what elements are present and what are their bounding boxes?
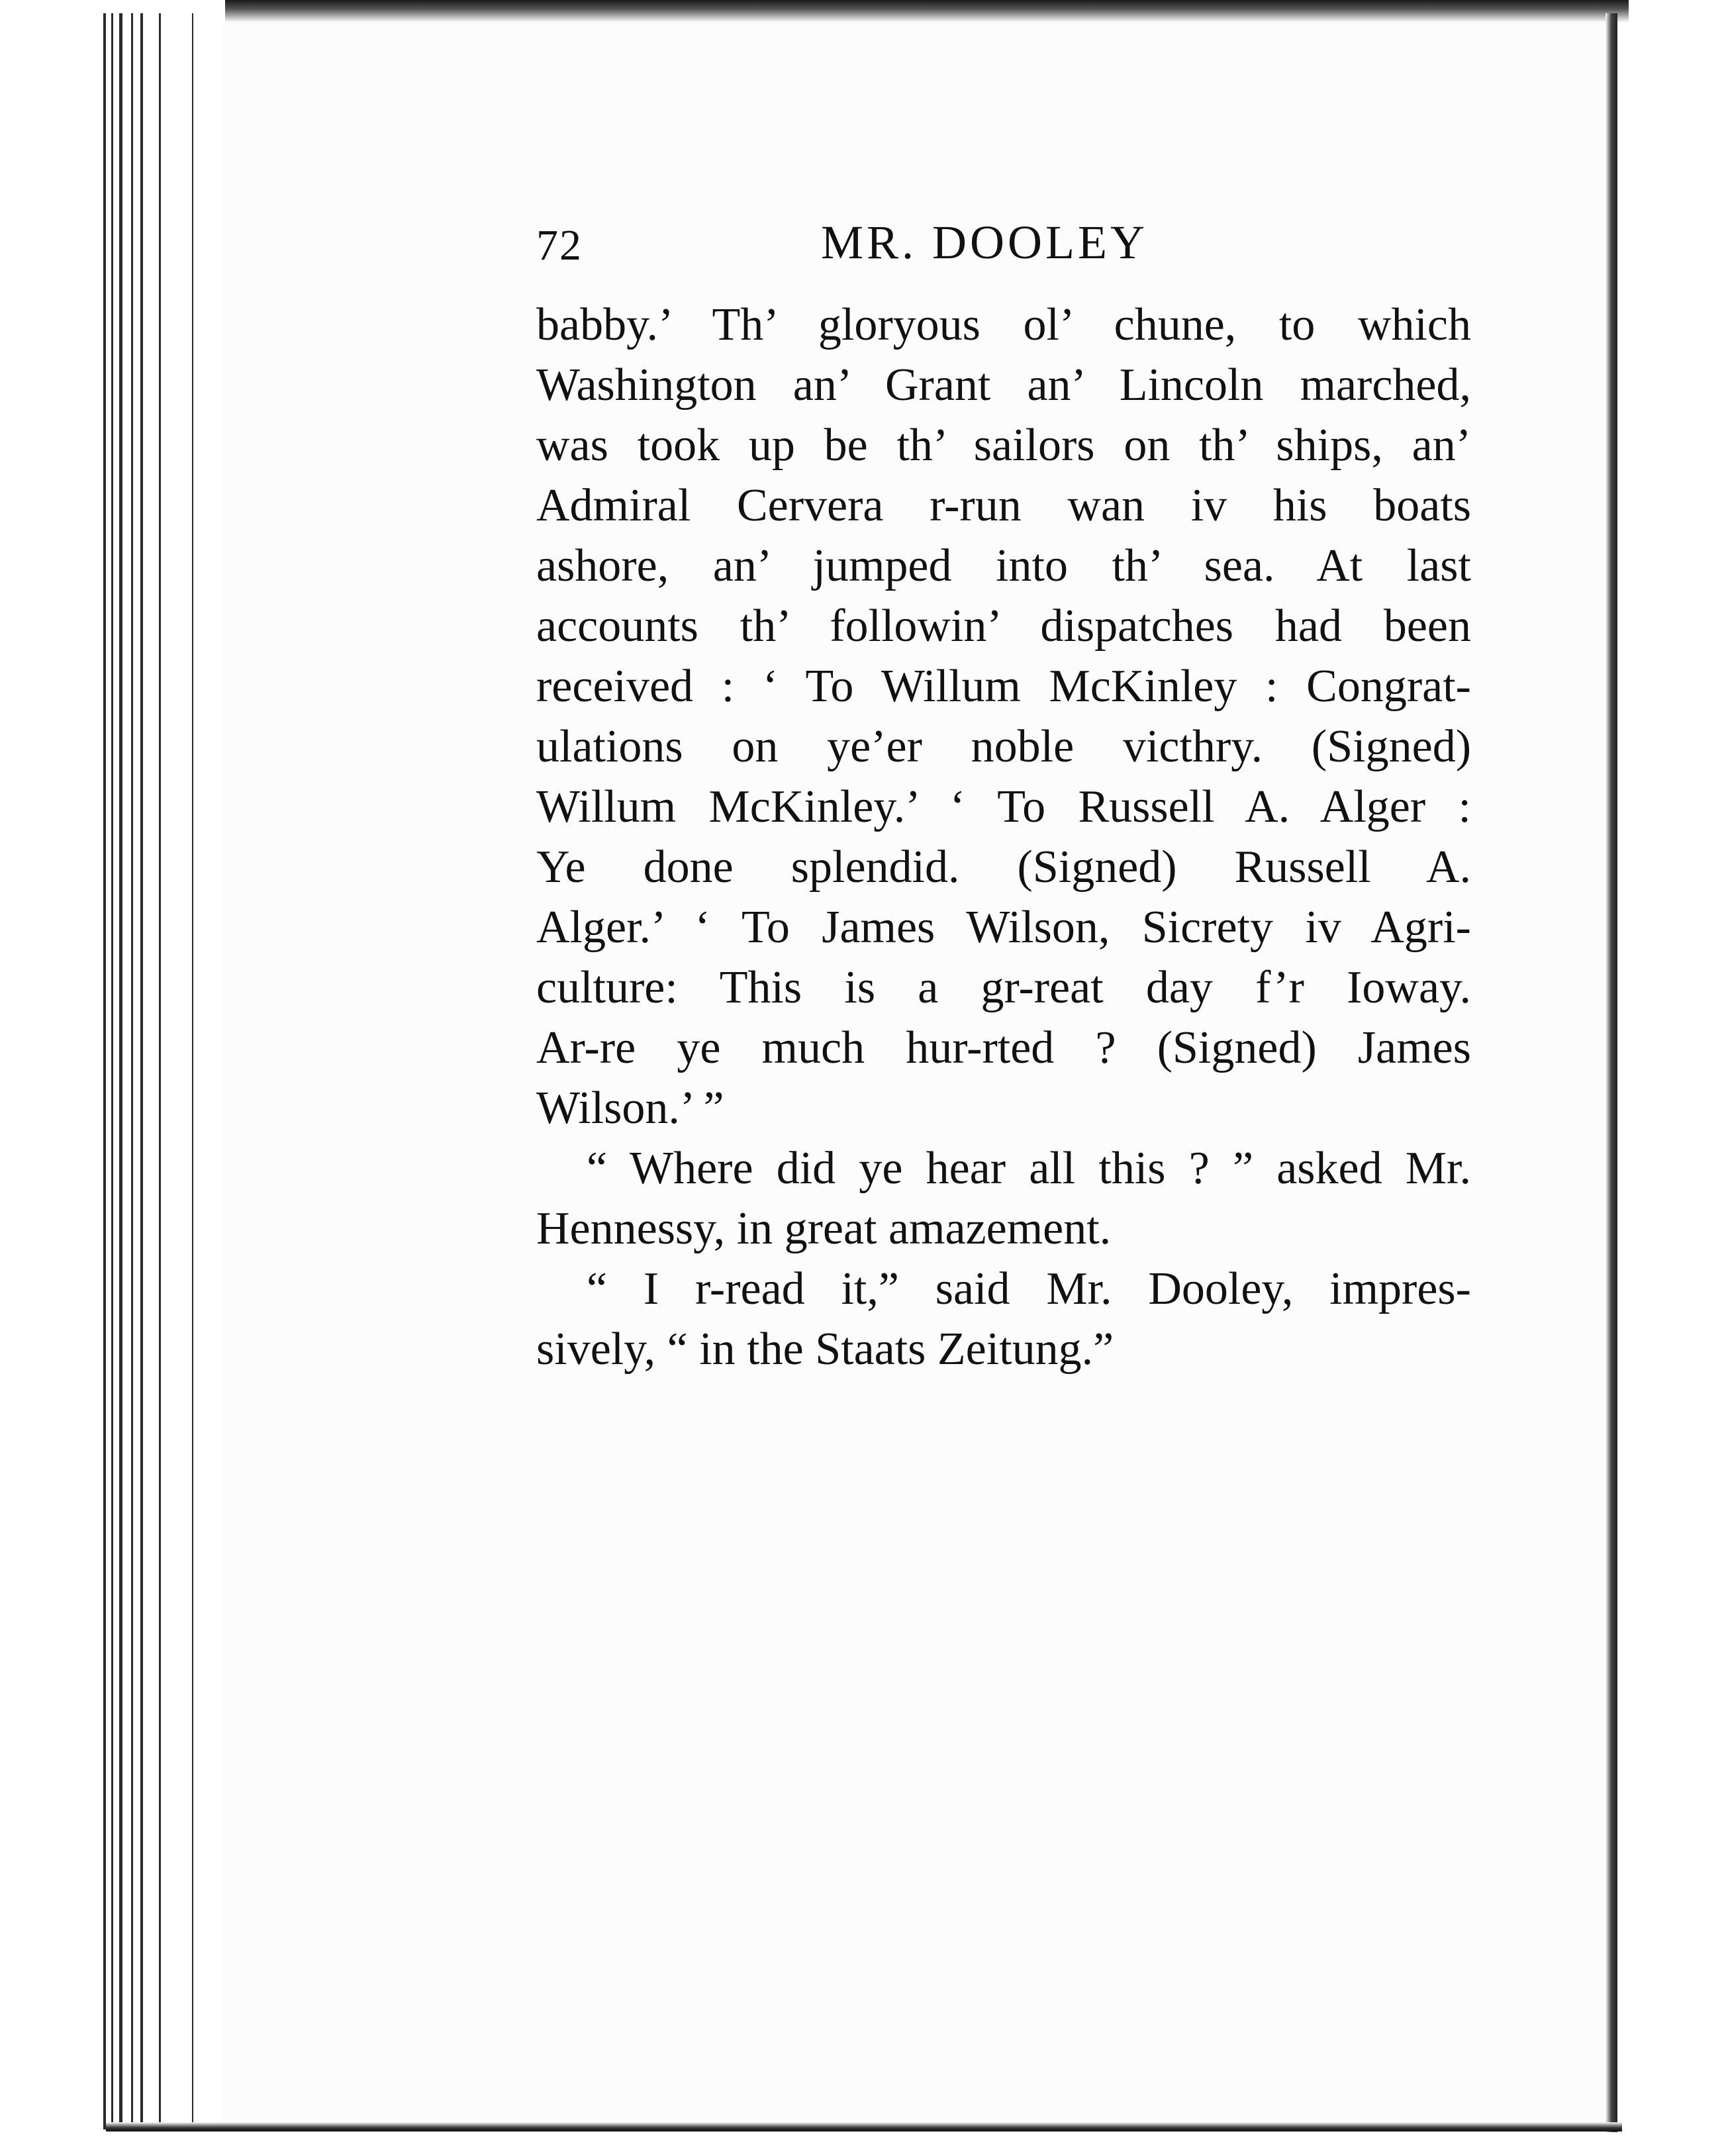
page-number: 72: [536, 221, 583, 270]
text-line: accounts th’ followin’ dispatches had been: [536, 601, 1471, 652]
page-stack-edge: [99, 0, 225, 2156]
page-edge-line: [111, 13, 113, 2130]
text-line: Admiral Cervera r-run wan iv his boats: [536, 480, 1471, 531]
page-edge-line: [140, 13, 143, 2130]
text-line: Washington an’ Grant an’ Lincoln marched,: [536, 360, 1471, 411]
text-line: ashore, an’ jumped into th’ sea. At last: [536, 540, 1471, 591]
book-bottom-edge: [106, 2122, 1622, 2132]
text-line: was took up be th’ sailors on th’ ships, an’: [536, 420, 1471, 471]
text-line: Ye done splendid. (Signed) Russell A.: [536, 842, 1471, 893]
text-line: sively, “ in the Staats Zeitung.”: [536, 1324, 1114, 1375]
page-edge-line: [119, 13, 122, 2130]
book-top-edge: [106, 0, 1629, 23]
text-line: ulations on ye’er noble victhry. (Signed): [536, 721, 1471, 772]
page-edge-line: [192, 13, 193, 2130]
right-margin: [1617, 40, 1724, 2156]
text-line: Ar-re ye much hur-rted ? (Signed) James: [536, 1022, 1471, 1073]
text-line: received : ‘ To Willum McKinley : Congrat-: [536, 661, 1471, 712]
body-text: [536, 295, 1471, 1379]
book-right-edge: [1605, 13, 1617, 2132]
text-line: Alger.’ ‘ To James Wilson, Sicrety iv Agri-: [536, 902, 1471, 953]
page-header: [536, 215, 1470, 275]
text-line: culture: This is a gr-reat day f’r Ioway.: [536, 962, 1471, 1013]
text-line: “ I r-read it,” said Mr. Dooley, impres-: [587, 1263, 1471, 1314]
text-line: “ Where did ye hear all this ? ” asked Mr.: [587, 1143, 1471, 1194]
running-head: MR. DOOLEY: [821, 216, 1148, 269]
text-line: Wilson.’ ”: [536, 1083, 724, 1134]
text-line: babby.’ Th’ gloryous ol’ chune, to which: [536, 299, 1471, 350]
page-edge-line: [103, 13, 106, 2130]
page-edge-line: [131, 13, 133, 2130]
page-edge-line: [159, 13, 161, 2130]
text-line: Hennessy, in great amazement.: [536, 1203, 1112, 1254]
text-line: Willum McKinley.’ ‘ To Russell A. Alger :: [536, 781, 1471, 832]
